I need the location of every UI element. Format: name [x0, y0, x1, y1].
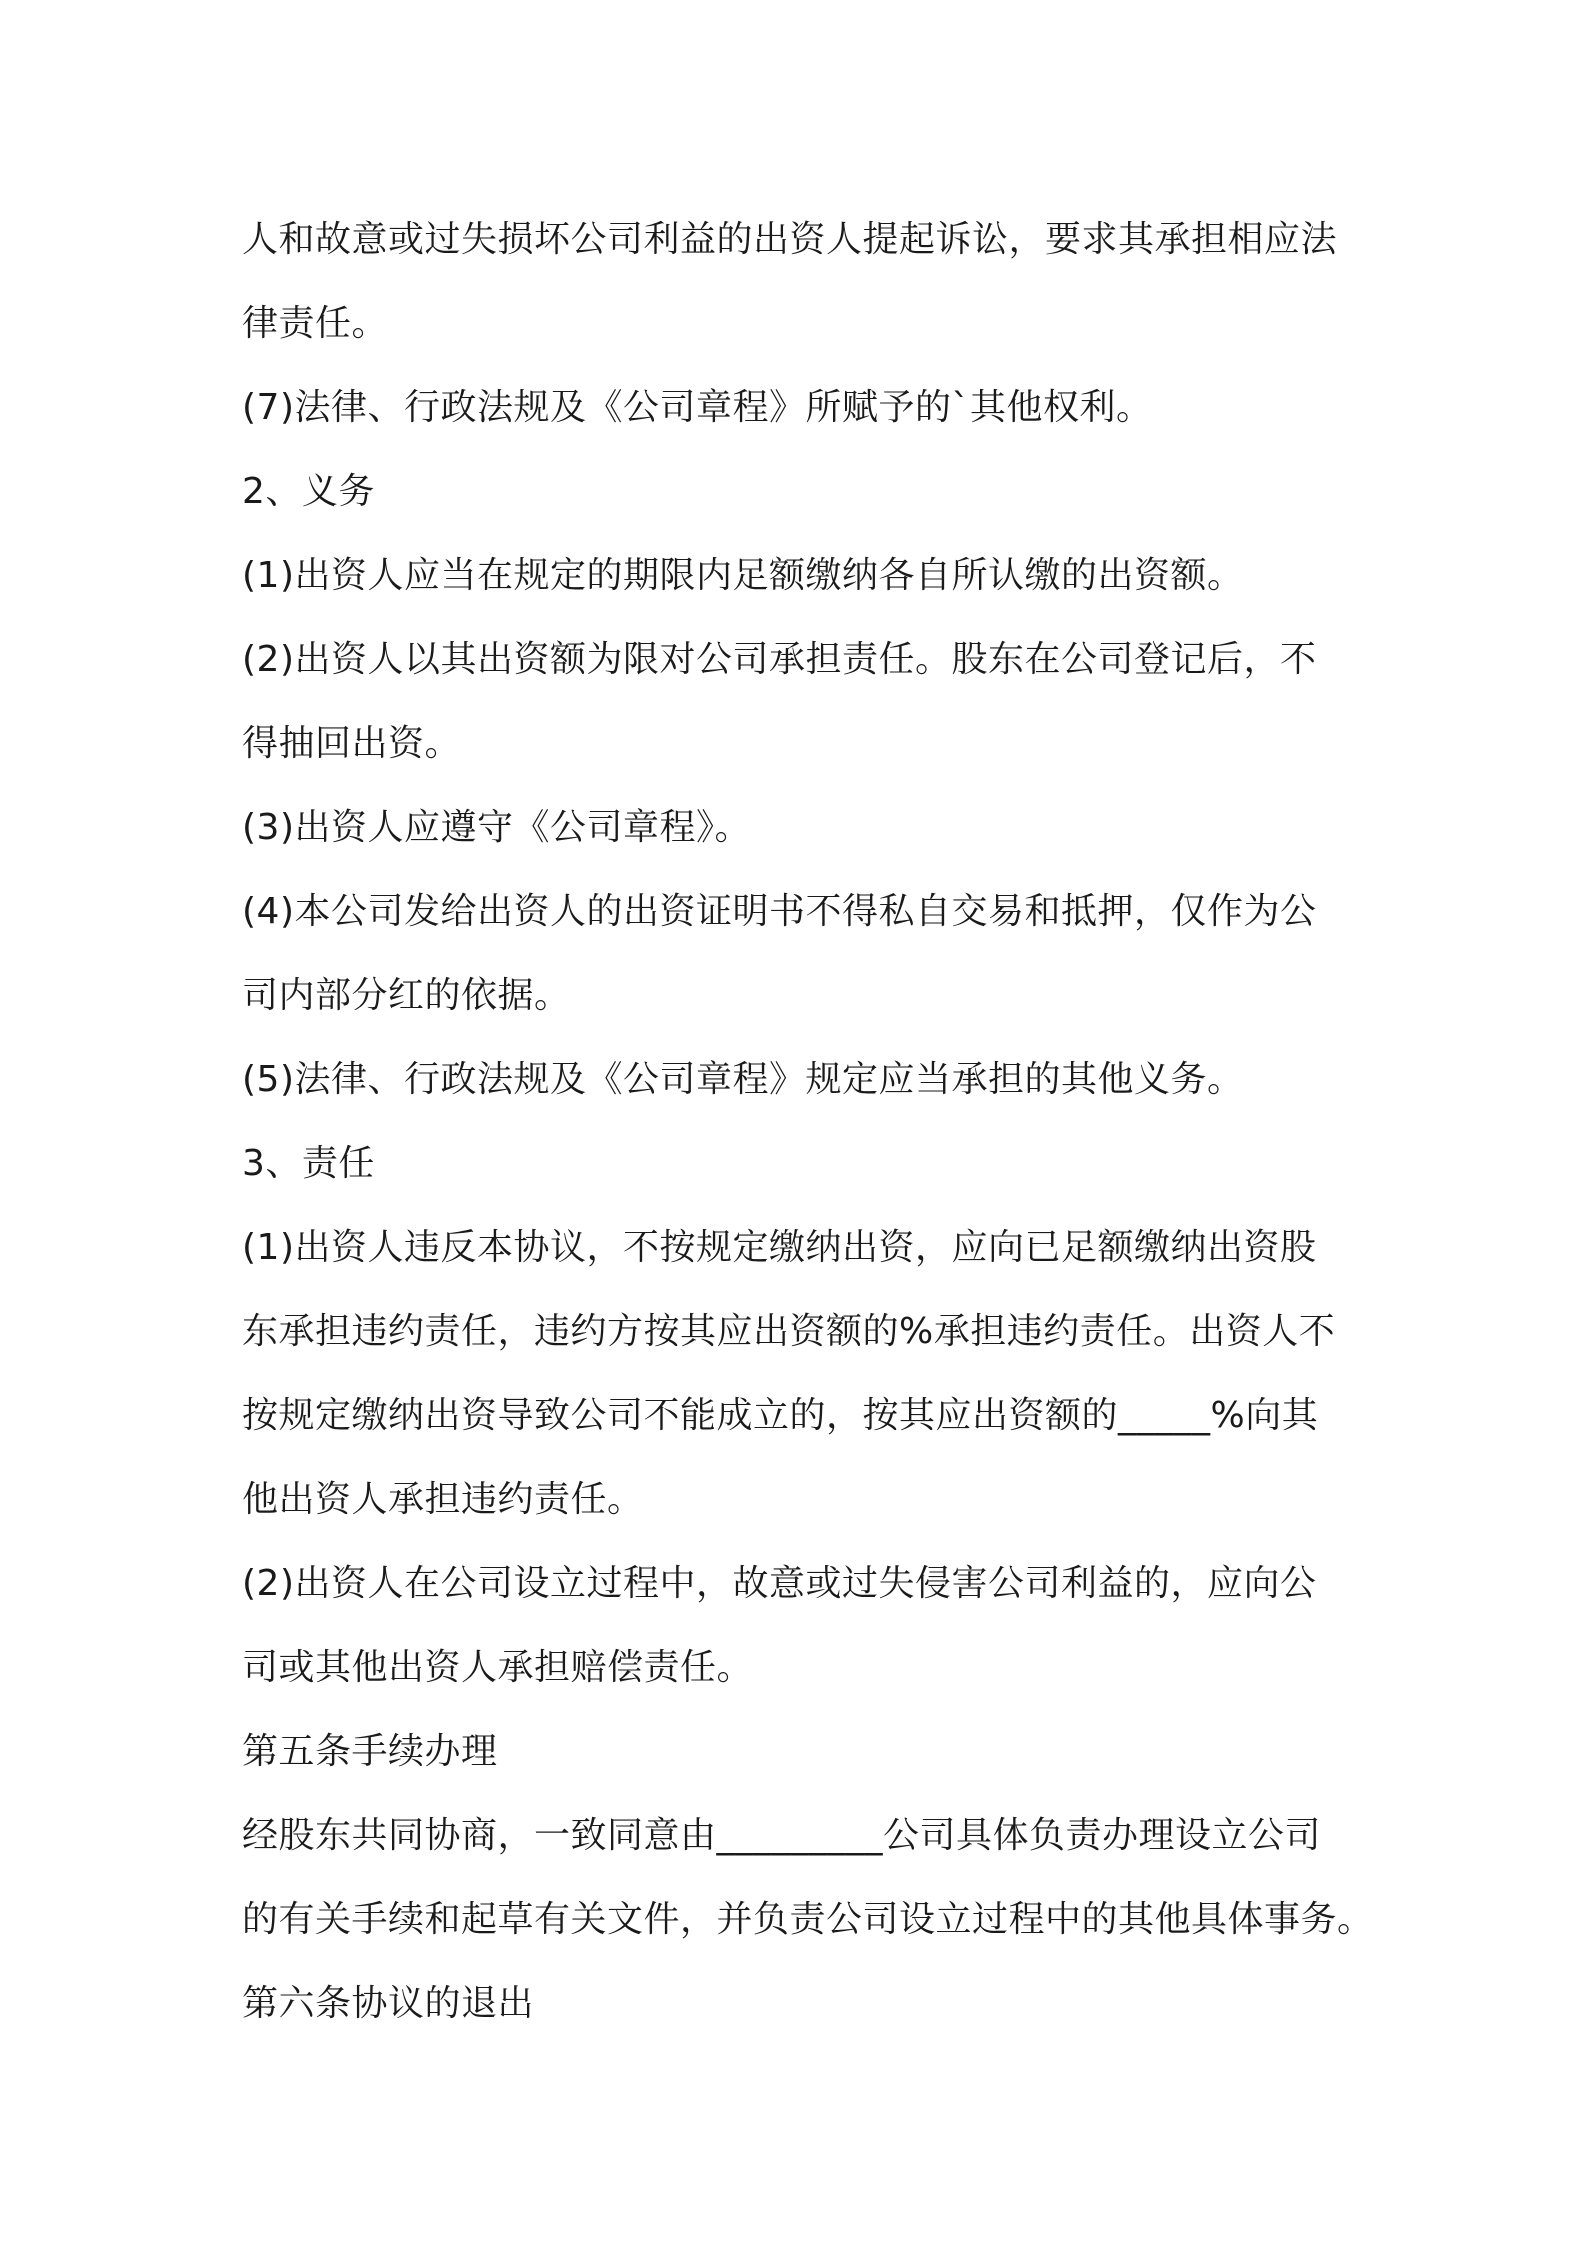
paragraph-line: (5)法律、行政法规及《公司章程》规定应当承担的其他义务。 [242, 1059, 1244, 1100]
paragraph-line: 律责任。 [242, 303, 389, 344]
paragraph-line: 他出资人承担违约责任。 [242, 1479, 644, 1520]
section-heading-liability: 3、责任 [242, 1143, 375, 1184]
paragraph-line: (2)出资人以其出资额为限对公司承担责任。股东在公司登记后，不 [242, 639, 1317, 680]
article-heading-withdrawal: 第六条协议的退出 [242, 1983, 535, 2024]
paragraph-line: 东承担违约责任，违约方按其应出资额的%承担违约责任。出资人不 [242, 1311, 1336, 1352]
paragraph-line: (3)出资人应遵守《公司章程》。 [242, 807, 751, 848]
paragraph-line: 司或其他出资人承担赔偿责任。 [242, 1647, 754, 1688]
paragraph-line: (7)法律、行政法规及《公司章程》所赋予的`其他权利。 [242, 387, 1153, 428]
paragraph-line: (1)出资人违反本协议，不按规定缴纳出资，应向已足额缴纳出资股 [242, 1227, 1317, 1268]
paragraph-line: 经股东共同协商，一致同意由_________公司具体负责办理设立公司 [242, 1815, 1322, 1856]
paragraph-line: 司内部分红的依据。 [242, 975, 571, 1016]
paragraph-line: (1)出资人应当在规定的期限内足额缴纳各自所认缴的出资额。 [242, 555, 1244, 596]
paragraph-line: (2)出资人在公司设立过程中，故意或过失侵害公司利益的，应向公 [242, 1563, 1317, 1604]
article-heading-procedures: 第五条手续办理 [242, 1731, 498, 1772]
document-body [242, 198, 1372, 2046]
section-heading-obligations: 2、义务 [242, 471, 375, 512]
paragraph-line: 的有关手续和起草有关文件，并负责公司设立过程中的其他具体事务。 [242, 1899, 1374, 1940]
paragraph-line: (4)本公司发给出资人的出资证明书不得私自交易和抵押，仅作为公 [242, 891, 1317, 932]
paragraph-line: 人和故意或过失损坏公司利益的出资人提起诉讼，要求其承担相应法 [242, 219, 1338, 260]
paragraph-line: 得抽回出资。 [242, 723, 462, 764]
paragraph-line: 按规定缴纳出资导致公司不能成立的，按其应出资额的_____%向其 [242, 1395, 1319, 1436]
